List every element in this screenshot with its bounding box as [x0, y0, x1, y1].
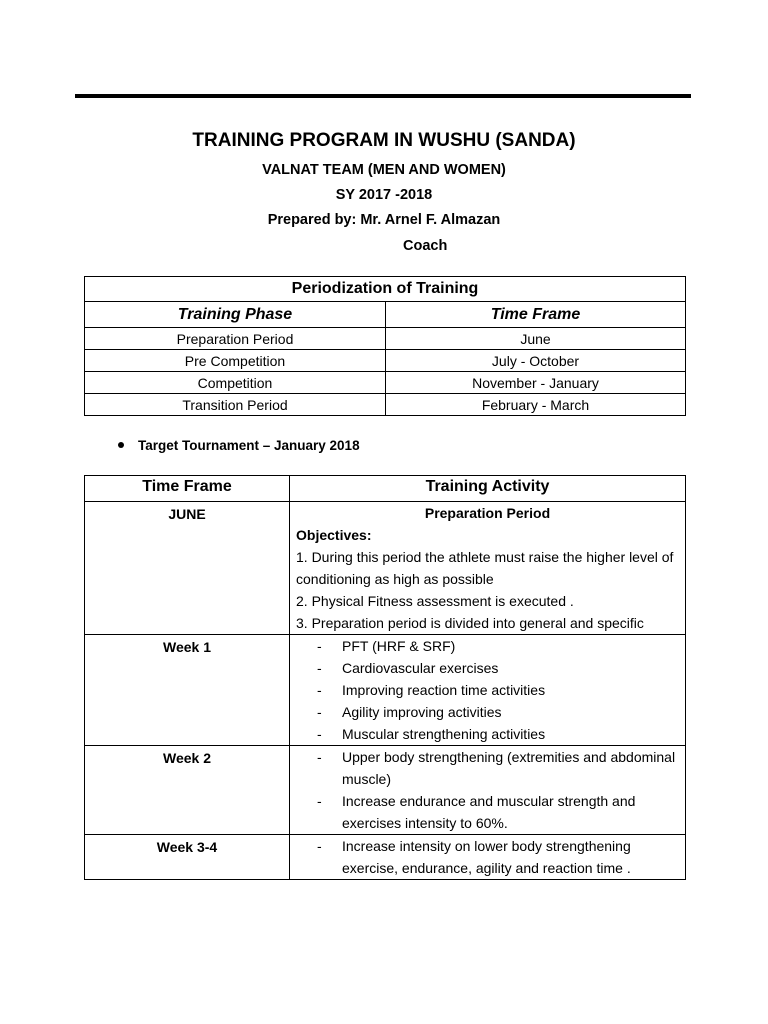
document-title: TRAINING PROGRAM IN WUSHU (SANDA) — [192, 130, 576, 151]
top-rule — [75, 94, 691, 98]
table-row — [85, 328, 686, 350]
time-cell: JUNE — [85, 502, 290, 635]
target-text: Target Tournament – January 2018 — [138, 438, 360, 453]
objectives-label: Objectives: — [296, 527, 372, 543]
time-cell: July - October — [386, 350, 686, 372]
col-training-activity: Training Activity — [290, 476, 686, 502]
phase-cell: Competition — [85, 372, 386, 394]
activity-cell — [290, 746, 686, 835]
phase-cell: Preparation Period — [85, 328, 386, 350]
col-time-frame: Time Frame — [85, 476, 290, 502]
time-cell: Week 1 — [85, 635, 290, 746]
activity-cell — [290, 635, 686, 746]
bullet-icon — [118, 442, 124, 448]
school-year: SY 2017 -2018 — [335, 187, 433, 203]
team-name: VALNAT TEAM (MEN AND WOMEN) — [262, 162, 506, 178]
time-cell: June — [386, 328, 686, 350]
list-item: - Increase intensity on lower body strengthening exercise, endurance, agility and reaction time . — [290, 835, 679, 879]
table-row — [85, 746, 686, 835]
training-activity-table — [84, 475, 686, 880]
activity-cell — [290, 502, 686, 635]
target-tournament — [118, 438, 360, 453]
list-item: - Muscular strengthening activities — [290, 723, 679, 745]
objective-item: 3. Preparation period is divided into general and specific — [296, 615, 644, 631]
periodization-caption: Periodization of Training — [85, 277, 686, 302]
phase-cell: Transition Period — [85, 394, 386, 416]
coach-role: Coach — [403, 238, 448, 254]
table-row — [85, 635, 686, 746]
time-cell: November - January — [386, 372, 686, 394]
phase-heading: Preparation Period — [424, 505, 551, 521]
objective-item: 1. During this period the athlete must raise the higher level of conditioning as high as possible — [296, 549, 674, 587]
list-item: - Increase endurance and muscular strength and exercises intensity to 60%. — [290, 790, 679, 834]
table-row — [85, 502, 686, 635]
col-time-frame: Time Frame — [386, 302, 686, 328]
time-cell: Week 3-4 — [85, 835, 290, 880]
table-row — [85, 394, 686, 416]
list-item: - Upper body strengthening (extremities and abdominal muscle) — [290, 746, 679, 790]
table-row — [85, 372, 686, 394]
list-item: - Agility improving activities — [290, 701, 679, 723]
prepared-by: Prepared by: Mr. Arnel F. Almazan — [267, 212, 501, 228]
table-row — [85, 835, 686, 880]
list-item: - PFT (HRF & SRF) — [290, 635, 679, 657]
periodization-table — [84, 276, 686, 416]
activity-cell — [290, 835, 686, 880]
list-item: - Cardiovascular exercises — [290, 657, 679, 679]
objective-item: 2. Physical Fitness assessment is executed . — [296, 593, 574, 609]
list-item: - Improving reaction time activities — [290, 679, 679, 701]
time-cell: Week 2 — [85, 746, 290, 835]
col-training-phase: Training Phase — [85, 302, 386, 328]
table-row — [85, 350, 686, 372]
time-cell: February - March — [386, 394, 686, 416]
phase-cell: Pre Competition — [85, 350, 386, 372]
